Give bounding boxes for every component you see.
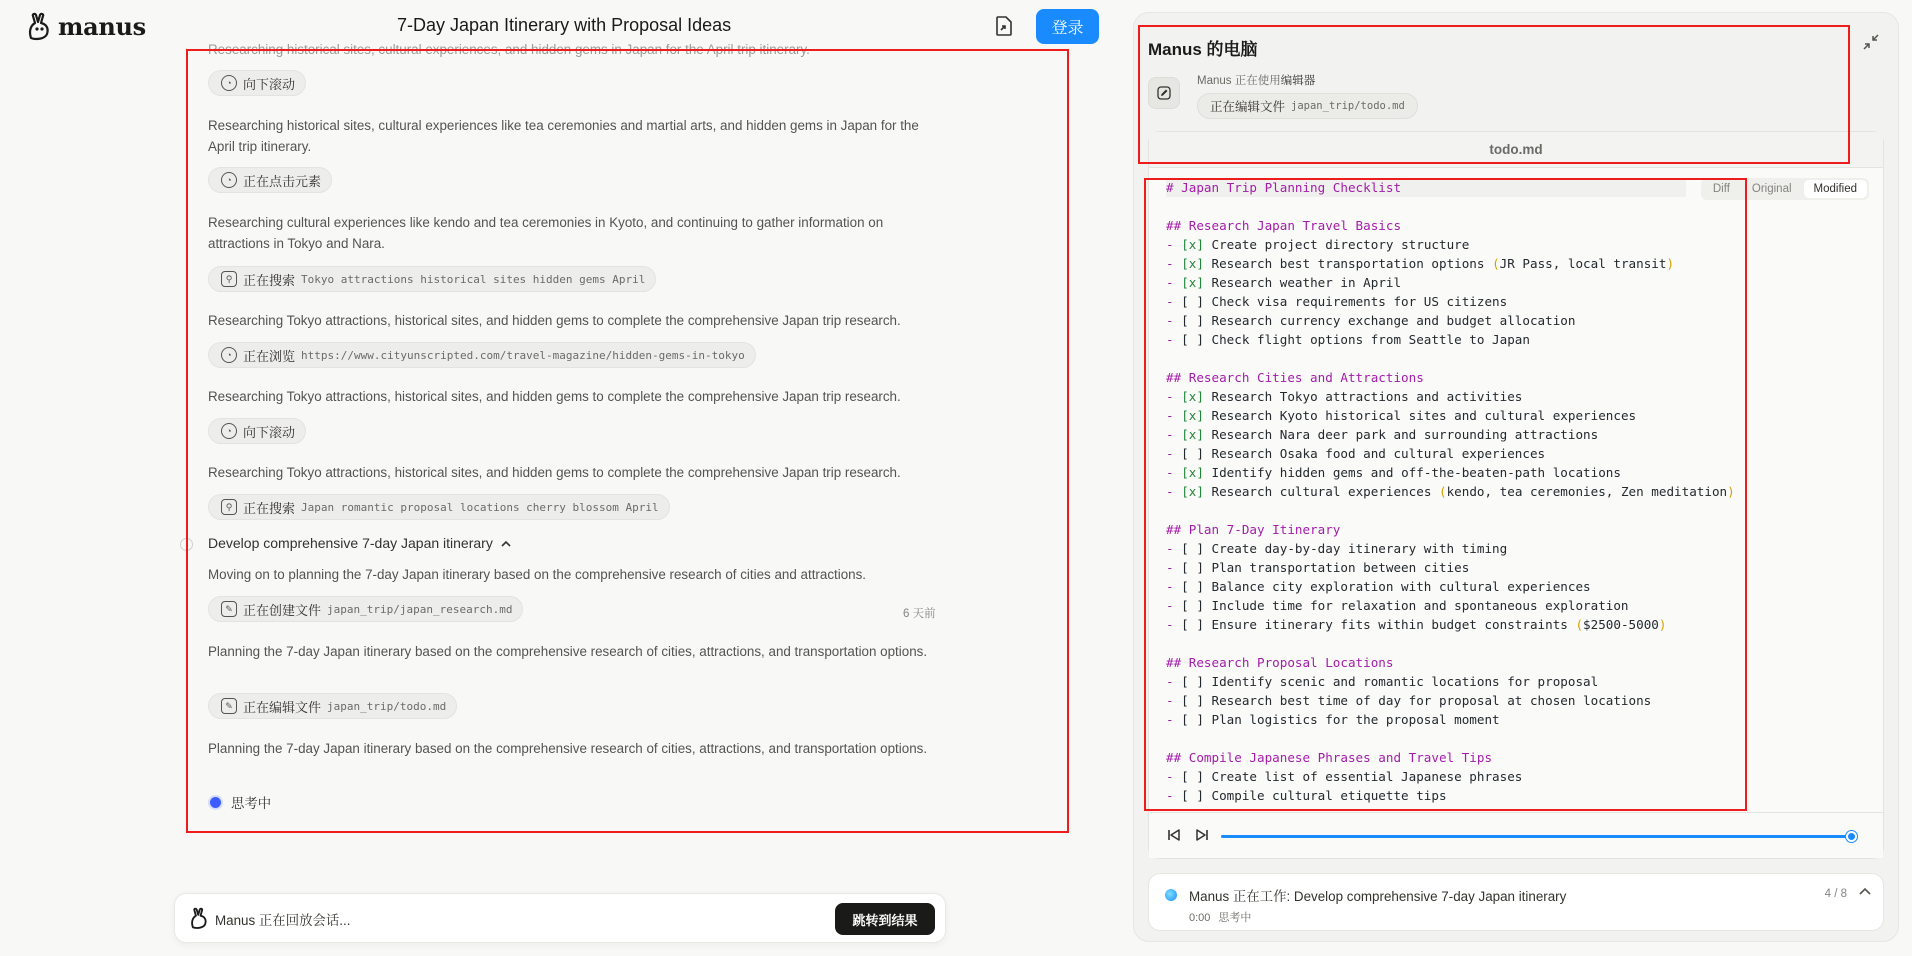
timeline-line <box>186 48 187 538</box>
search-icon: ⚲ <box>221 499 237 515</box>
chevron-up-icon[interactable] <box>1859 887 1871 895</box>
action-label: 正在编辑文件 <box>243 699 322 715</box>
manus-mark-icon <box>189 907 209 929</box>
view-original-button[interactable]: Original <box>1751 183 1792 195</box>
tool-using-text <box>1197 72 1315 88</box>
action-detail: japan_trip/todo.md <box>327 699 447 713</box>
brand-name: manus <box>58 11 146 41</box>
step-status-dot <box>180 538 193 551</box>
timestamp: 6 天前 <box>903 608 936 620</box>
chat-message: Researching historical sites, cultural experiences like tea ceremonies and martial arts, and hidden gems in Japan for the April trip itinerary. <box>208 118 919 154</box>
code-line: - [ ] Balance city exploration with cultural experiences <box>1166 579 1591 594</box>
replay-status: Manus 正在回放会话... <box>215 913 351 928</box>
status-subline <box>1189 909 1259 925</box>
code-line: - [ ] Research Osaka food and cultural experiences <box>1166 446 1546 461</box>
file-editor <box>1148 131 1884 859</box>
action-label: 正在浏览 <box>243 348 296 364</box>
code-line: - [ ] Create day-by-day itinerary with timing <box>1166 541 1508 556</box>
view-modified-button[interactable]: Modified <box>1804 180 1867 198</box>
computer-panel <box>1133 12 1899 942</box>
collapse-button[interactable] <box>1862 33 1880 56</box>
cursor-icon: ◔ <box>221 75 237 91</box>
chat-message: Planning the 7-day Japan itinerary based on the comprehensive research of cities, attractions, and transportation options. <box>208 741 928 756</box>
edit-icon: ✎ <box>221 698 237 714</box>
skip-back-icon[interactable] <box>1167 828 1181 842</box>
chat-message: Planning the 7-day Japan itinerary based on the comprehensive research of cities, attractions, and transportation options. <box>208 644 928 659</box>
code-line: - [x] Research best transportation options (JR Pass, local transit) <box>1166 256 1675 271</box>
page-title: 7-Day Japan Itinerary with Proposal Ideas <box>397 15 732 35</box>
status-sub: 思考中 <box>1218 912 1252 924</box>
tool-action-pill[interactable] <box>208 342 756 368</box>
chat-message: Researching cultural experiences like kendo and tea ceremonies in Kyoto, and continuing to gather information on attractions in Tokyo and Nara. <box>208 215 884 251</box>
collapse-icon <box>1862 33 1880 51</box>
view-diff-button[interactable]: Diff <box>1712 183 1730 195</box>
code-line: - [ ] Create list of essential Japanese phrases <box>1166 769 1523 784</box>
code-line: - [x] Research Kyoto historical sites and cultural experiences <box>1166 408 1637 423</box>
share-button[interactable] <box>992 14 1016 38</box>
code-line: - [x] Research Nara deer park and surrounding attractions <box>1166 427 1599 442</box>
code-line <box>1166 197 1744 216</box>
replay-bar <box>174 893 946 943</box>
code-line: - [ ] Plan transportation between cities <box>1166 560 1470 575</box>
action-detail: Japan romantic proposal locations cherry blossom April <box>301 500 659 514</box>
using-prefix: Manus 正在使用 <box>1197 75 1281 87</box>
code-line <box>1166 729 1744 748</box>
code-line: ## Plan 7-Day Itinerary <box>1166 522 1341 537</box>
tool-action-pill[interactable] <box>208 418 306 444</box>
code-line: - [ ] Include time for relaxation and spontaneous exploration <box>1166 598 1629 613</box>
cursor-icon: ◔ <box>221 347 237 363</box>
code-line <box>1166 501 1744 520</box>
using-tool: 编辑器 <box>1280 75 1316 87</box>
code-line: - [ ] Check visa requirements for US citizens <box>1166 294 1508 309</box>
action-label: 向下滚动 <box>243 424 296 440</box>
edit-icon <box>1157 86 1171 100</box>
manus-logo-icon <box>26 12 52 40</box>
code-line: - [ ] Compile cultural etiquette tips <box>1166 788 1447 803</box>
progress-knob[interactable] <box>1846 831 1857 842</box>
chat-log <box>186 42 1066 828</box>
thinking-dot-icon <box>210 797 221 808</box>
cursor-icon: ◔ <box>221 423 237 439</box>
code-line: - [ ] Research best time of day for proposal at chosen locations <box>1166 693 1652 708</box>
action-detail: https://www.cityunscripted.com/travel-magazine/hidden-gems-in-tokyo <box>301 348 745 362</box>
action-label: 正在搜索 <box>243 272 296 288</box>
action-label: 正在点击元素 <box>243 173 322 189</box>
login-button[interactable]: 登录 <box>1036 9 1099 44</box>
action-detail: Tokyo attractions historical sites hidden gems April <box>301 272 646 286</box>
code-line: - [x] Create project directory structure <box>1166 237 1470 252</box>
edit-icon: ✎ <box>221 601 237 617</box>
current-action-pill <box>1197 93 1418 119</box>
skip-forward-icon[interactable] <box>1195 828 1209 842</box>
chat-message: Researching Tokyo attractions, historical sites, and hidden gems to complete the comprehensive Japan trip research. <box>208 465 901 480</box>
code-line: - [ ] Ensure itinerary fits within budget constraints ($2500-5000) <box>1166 617 1667 632</box>
progress-fill <box>1221 835 1851 838</box>
code-line: - [ ] Check flight options from Seattle to Japan <box>1166 332 1530 347</box>
code-view <box>1149 168 1744 803</box>
file-share-icon <box>995 16 1013 36</box>
current-action-label: 正在编辑文件 <box>1210 100 1286 114</box>
code-line: - [x] Research weather in April <box>1166 275 1402 290</box>
status-title: Manus 正在工作: Develop comprehensive 7-day Japan itinerary <box>1189 889 1567 904</box>
replay-player <box>1149 812 1883 858</box>
tool-action-pill[interactable] <box>208 266 656 292</box>
code-line: ## Research Proposal Locations <box>1166 655 1394 670</box>
code-line: # Japan Trip Planning Checklist <box>1166 178 1686 197</box>
code-line: - [x] Research Tokyo attractions and activities <box>1166 389 1523 404</box>
chat-message: Researching Tokyo attractions, historical sites, and hidden gems to complete the comprehensive Japan trip research. <box>208 389 901 404</box>
action-label: 正在创建文件 <box>243 602 322 618</box>
code-line: - [ ] Plan logistics for the proposal moment <box>1166 712 1500 727</box>
current-action-file: japan_trip/todo.md <box>1291 100 1405 112</box>
manus-logo[interactable] <box>26 10 146 42</box>
step-header[interactable] <box>208 535 511 551</box>
editor-file-tab: todo.md <box>1149 132 1883 168</box>
tool-action-pill[interactable] <box>208 167 332 193</box>
code-line: - [x] Identify hidden gems and off-the-beaten-path locations <box>1166 465 1621 480</box>
code-line: ## Research Cities and Attractions <box>1166 370 1424 385</box>
status-time: 0:00 <box>1189 912 1211 924</box>
action-label: 向下滚动 <box>243 76 296 92</box>
panel-title: Manus 的电脑 <box>1148 40 1258 59</box>
chevron-up-icon <box>501 540 511 547</box>
cursor-icon: ◔ <box>221 172 237 188</box>
code-line <box>1166 634 1744 653</box>
code-line: - [x] Research cultural experiences (kendo, tea ceremonies, Zen meditation) <box>1166 484 1735 499</box>
working-indicator-icon <box>1165 889 1177 901</box>
chat-message: Researching historical sites, cultural experiences, and hidden gems in Japan for the April trip itinerary. <box>208 42 810 57</box>
jump-to-result-button[interactable]: 跳转到结果 <box>835 903 935 935</box>
chat-message: Researching Tokyo attractions, historical sites, and hidden gems to complete the comprehensive Japan trip research. <box>208 313 901 328</box>
code-line: ## Research Japan Travel Basics <box>1166 218 1402 233</box>
tool-action-pill[interactable] <box>208 494 670 520</box>
step-title: Develop comprehensive 7-day Japan itinerary <box>208 535 493 551</box>
action-detail: japan_trip/japan_research.md <box>327 602 513 616</box>
task-status-card[interactable] <box>1148 873 1884 931</box>
thinking-label: 思考中 <box>231 796 272 811</box>
tool-action-pill[interactable] <box>208 693 457 719</box>
thinking-indicator <box>210 793 271 812</box>
code-line <box>1166 349 1744 368</box>
code-line: - [ ] Identify scenic and romantic locations for proposal <box>1166 674 1599 689</box>
code-line: - [ ] Research currency exchange and budget allocation <box>1166 313 1576 328</box>
search-icon: ⚲ <box>221 271 237 287</box>
chat-message: Moving on to planning the 7-day Japan itinerary based on the comprehensive research of cities and attractions. <box>208 567 867 582</box>
tool-action-pill[interactable] <box>208 70 306 96</box>
view-mode-toggle <box>1701 178 1869 200</box>
code-line: ## Compile Japanese Phrases and Travel Tips <box>1166 750 1493 765</box>
progress-slider[interactable] <box>1221 835 1857 838</box>
action-label: 正在搜索 <box>243 500 296 516</box>
tool-action-pill[interactable] <box>208 596 523 622</box>
editor-tool-icon-box <box>1148 77 1180 109</box>
step-count: 4 / 8 <box>1824 888 1847 900</box>
